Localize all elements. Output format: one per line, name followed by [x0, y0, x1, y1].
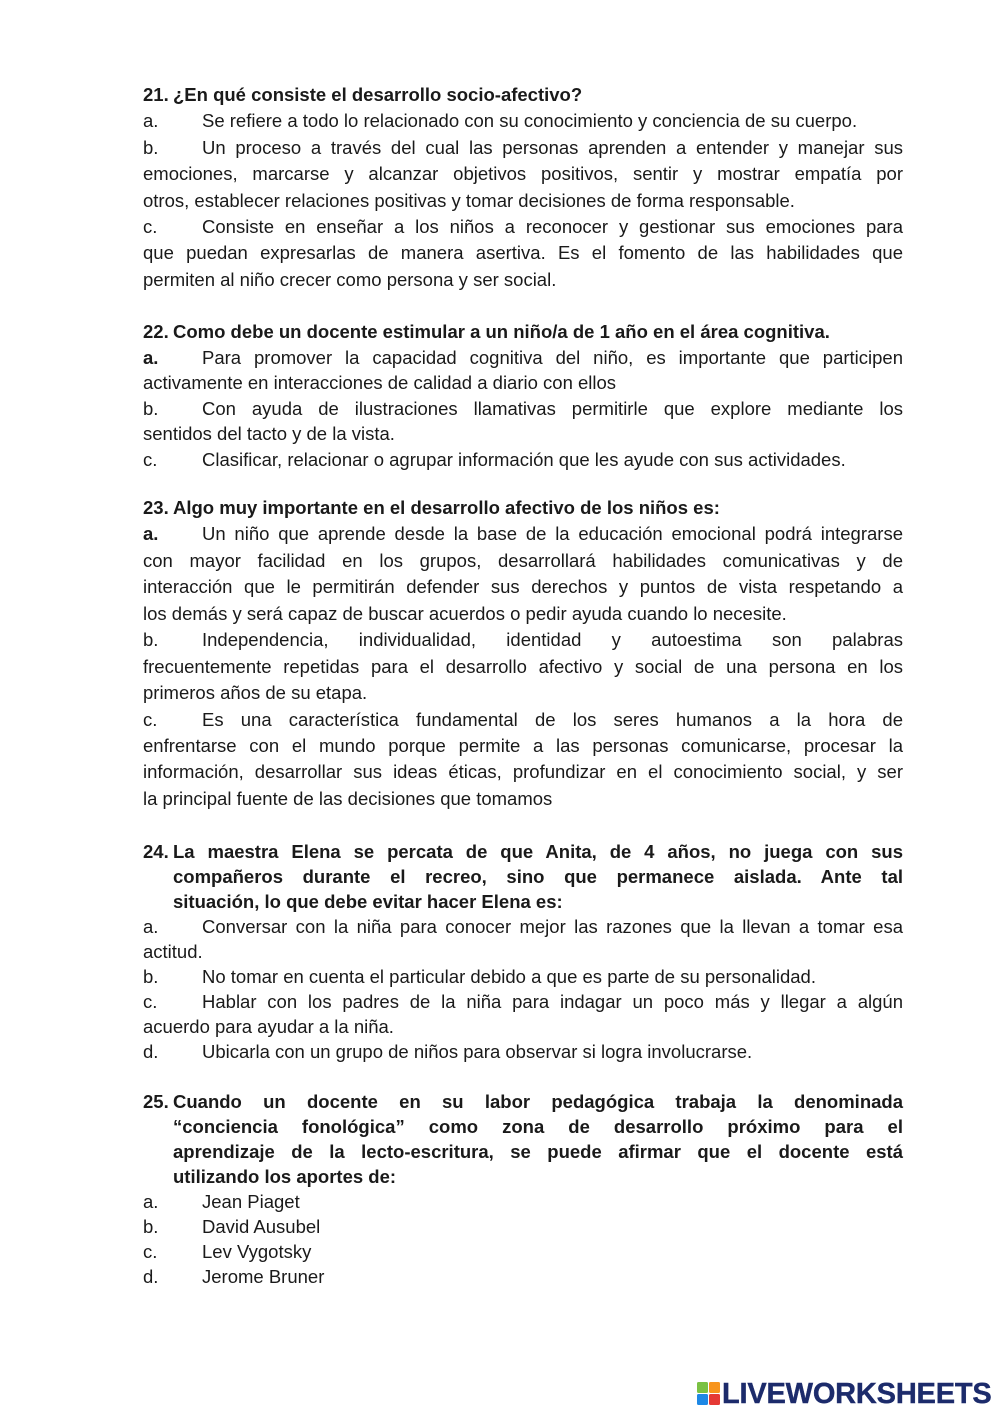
- option-line: [143, 396, 903, 422]
- question-25-option-d[interactable]: [143, 1264, 903, 1289]
- option-label: d.: [143, 1041, 159, 1062]
- liveworksheets-logo: [697, 1380, 997, 1410]
- question-24-option-a[interactable]: [143, 914, 903, 964]
- question-24: [143, 839, 903, 1064]
- option-label: c.: [143, 448, 158, 470]
- option-text: Se refiere a todo lo relacionado con su conocimiento y conciencia de su cuerpo.: [202, 110, 858, 132]
- question-text: compañeros durante el recreo, sino que permanece aislada. Ante tal: [173, 866, 903, 887]
- question-21-option-a[interactable]: [143, 108, 903, 134]
- option-text: Independencia, individualidad, identidad y autoestima son palabras: [202, 629, 903, 651]
- question-22-option-b[interactable]: [143, 396, 903, 447]
- option-text: la principal fuente de las decisiones que tomamos: [143, 787, 553, 809]
- option-line: [143, 914, 903, 939]
- option-label: b.: [143, 629, 159, 651]
- option-text: Es una característica fundamental de los seres humanos a la hora de: [202, 708, 903, 730]
- option-text: Con ayuda de ilustraciones llamativas permitirle que explore mediante los: [202, 397, 903, 419]
- option-text: que puedan expresarlas de manera asertiva. Es el fomento de las habilidades que: [143, 242, 903, 264]
- question-number: 23.: [143, 497, 169, 518]
- option-text: frecuentemente repetidas para el desarrollo afectivo y social de una persona en los: [143, 655, 903, 677]
- option-text: Hablar con los padres de la niña para indagar un poco más y llegar a algún: [202, 991, 903, 1012]
- option-label: b.: [143, 966, 159, 987]
- question-23-option-b[interactable]: [143, 627, 903, 706]
- question-number: 22.: [143, 321, 169, 342]
- option-line: [143, 989, 903, 1014]
- question-heading-line: [143, 839, 903, 864]
- question-23: [143, 495, 903, 812]
- question-21-option-b[interactable]: [143, 135, 903, 214]
- option-text: Un niño que aprende desde la base de la educación emocional podrá integrarse: [202, 523, 903, 545]
- option-label: b.: [143, 1216, 159, 1237]
- option-text: primeros años de su etapa.: [143, 682, 368, 704]
- option-label: d.: [143, 1266, 159, 1287]
- option-text: Para promover la capacidad cognitiva del niño, es importante que participen: [202, 346, 903, 368]
- option-line: [143, 108, 903, 134]
- question-text: Como debe un docente estimular a un niño/a de 1 año en el área cognitiva.: [173, 321, 830, 342]
- option-text: No tomar en cuenta el particular debido a que es parte de su personalidad.: [202, 966, 816, 987]
- question-25-option-a[interactable]: [143, 1189, 903, 1214]
- option-text: Lev Vygotsky: [202, 1241, 312, 1262]
- question-text: Cuando un docente en su labor pedagógica trabaja la denominada: [173, 1091, 903, 1112]
- option-label: c.: [143, 991, 158, 1012]
- option-text: actitud.: [143, 941, 203, 962]
- question-number: 25.: [143, 1091, 169, 1112]
- question-heading: [143, 839, 903, 914]
- question-24-option-b[interactable]: [143, 964, 903, 989]
- option-label: a.: [143, 916, 159, 937]
- option-text: los demás y será capaz de buscar acuerdos o pedir ayuda cuando lo necesite.: [143, 602, 787, 624]
- option-text: con mayor facilidad en los grupos, desarrollará habilidades comunicativas y de: [143, 549, 903, 571]
- question-heading: [143, 495, 903, 521]
- option-label: c.: [143, 1241, 158, 1262]
- option-text: permiten al niño crecer como persona y ser social.: [143, 268, 557, 290]
- question-25-option-c[interactable]: [143, 1239, 903, 1264]
- question-heading-line: [143, 319, 903, 345]
- question-text: Algo muy importante en el desarrollo afectivo de los niños es:: [173, 497, 720, 518]
- option-line: [143, 521, 903, 547]
- option-text: enfrentarse con el mundo porque permite a las personas comunicarse, procesar la: [143, 734, 903, 756]
- option-line: [143, 214, 903, 240]
- question-text: utilizando los aportes de:: [173, 1166, 397, 1187]
- option-label: a.: [143, 110, 159, 132]
- option-label: a.: [143, 346, 159, 368]
- question-23-option-a[interactable]: [143, 521, 903, 627]
- question-heading: [143, 82, 903, 108]
- question-text: La maestra Elena se percata de que Anita, de 4 años, no juega con sus: [173, 841, 903, 862]
- question-text: ¿En qué consiste el desarrollo socio-afectivo?: [173, 84, 583, 105]
- question-22-option-c[interactable]: [143, 447, 903, 473]
- question-heading-line: [143, 1089, 903, 1114]
- option-text: otros, establecer relaciones positivas y tomar decisiones de forma responsable.: [143, 189, 795, 211]
- option-line: [143, 1039, 903, 1064]
- question-number: 21.: [143, 84, 169, 105]
- option-text: Clasificar, relacionar o agrupar información que les ayude con sus actividades.: [202, 448, 846, 470]
- option-text: acuerdo para ayudar a la niña.: [143, 1016, 394, 1037]
- logo-tile: [709, 1394, 720, 1405]
- option-text: activamente en interacciones de calidad a diario con ellos: [143, 372, 617, 394]
- option-text: información, desarrollar sus ideas éticas, profundizar en el conocimiento social, y ser: [143, 761, 903, 783]
- option-text: Consiste en enseñar a los niños a reconocer y gestionar sus emociones para: [202, 215, 903, 237]
- option-text: Jean Piaget: [202, 1191, 300, 1212]
- option-text: emociones, marcarse y alcanzar objetivos positivos, sentir y mostrar empatía por: [143, 163, 903, 185]
- option-line: [143, 447, 903, 473]
- question-heading-line: [143, 82, 903, 108]
- option-text: David Ausubel: [202, 1216, 321, 1237]
- question-text: situación, lo que debe evitar hacer Elena es:: [173, 891, 563, 912]
- question-23-option-c[interactable]: [143, 707, 903, 813]
- option-line: [143, 1239, 903, 1264]
- question-24-option-c[interactable]: [143, 989, 903, 1039]
- question-25-option-b[interactable]: [143, 1214, 903, 1239]
- question-25: [143, 1089, 903, 1289]
- question-21: [143, 82, 903, 293]
- option-line: [143, 627, 903, 653]
- option-text: Conversar con la niña para conocer mejor las razones que la llevan a tomar esa: [202, 916, 903, 937]
- option-text: sentidos del tacto y de la vista.: [143, 423, 395, 445]
- option-label: b.: [143, 397, 159, 419]
- question-text: aprendizaje de la lecto-escritura, se puede afirmar que el docente está: [173, 1141, 903, 1162]
- question-text: “conciencia fonológica” como zona de desarrollo próximo para el: [173, 1116, 903, 1137]
- option-label: a.: [143, 523, 159, 545]
- option-line: [143, 1264, 903, 1289]
- option-line: [143, 964, 903, 989]
- liveworksheets-logo-icon: [697, 1382, 720, 1406]
- logo-tile: [697, 1382, 708, 1393]
- option-line: [143, 135, 903, 161]
- question-heading: [143, 319, 903, 345]
- option-text: interacción que le permitirán defender sus derechos y puntos de vista respetando a: [143, 576, 903, 598]
- question-22-option-a[interactable]: [143, 345, 903, 396]
- question-21-option-c[interactable]: [143, 214, 903, 293]
- option-text: Un proceso a través del cual las personas aprenden a entender y manejar sus: [202, 136, 903, 158]
- question-heading: [143, 1089, 903, 1189]
- option-line: [143, 1214, 903, 1239]
- option-label: c.: [143, 215, 158, 237]
- option-label: a.: [143, 1191, 159, 1212]
- option-text: Ubicarla con un grupo de niños para observar si logra involucrarse.: [202, 1041, 753, 1062]
- liveworksheets-wordmark: LIVEWORKSHEETS: [722, 1378, 992, 1410]
- logo-tile: [697, 1394, 708, 1405]
- option-label: b.: [143, 136, 159, 158]
- question-heading-line: [143, 495, 903, 521]
- question-number: 24.: [143, 841, 169, 862]
- option-label: c.: [143, 708, 158, 730]
- option-line: [143, 707, 903, 733]
- option-line: [143, 1189, 903, 1214]
- question-24-option-d[interactable]: [143, 1039, 903, 1064]
- option-text: Jerome Bruner: [202, 1266, 325, 1287]
- logo-tile: [709, 1382, 720, 1393]
- question-22: [143, 319, 903, 473]
- option-line: [143, 345, 903, 371]
